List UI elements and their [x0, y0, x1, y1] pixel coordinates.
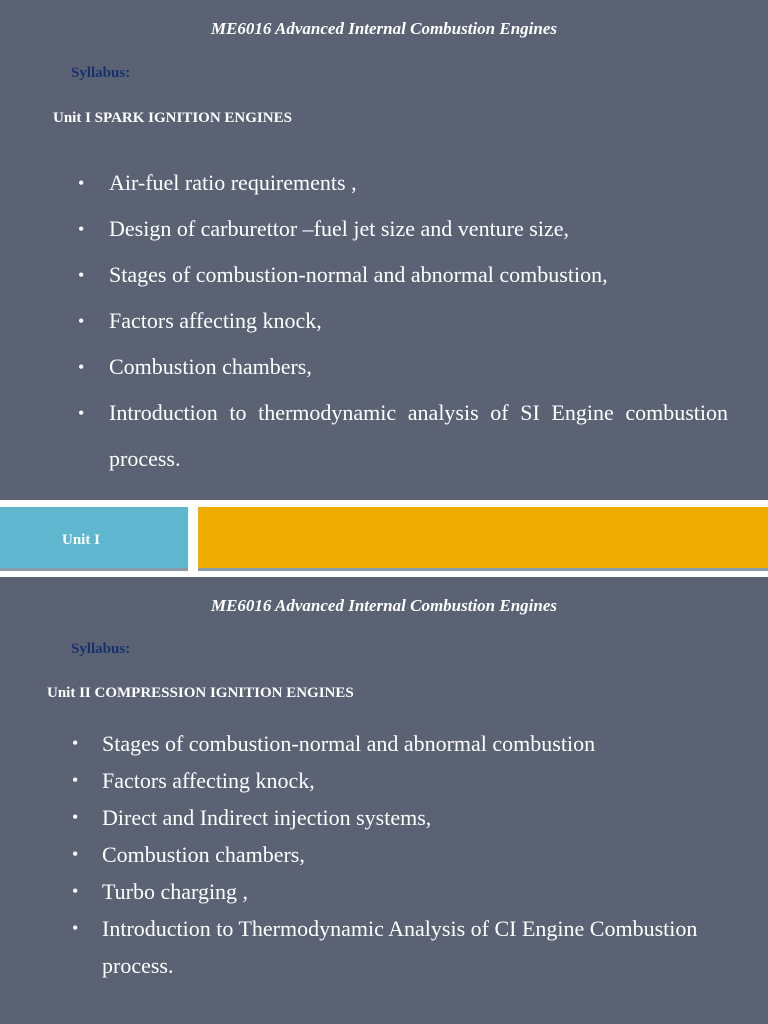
topic-text: Stages of combustion-normal and abnormal combustion, [109, 262, 608, 287]
list-item [72, 762, 712, 799]
list-item [72, 910, 712, 984]
list-item [78, 344, 728, 390]
topic-text: Factors affecting knock, [102, 768, 315, 793]
list-item [72, 836, 712, 873]
list-item [72, 725, 712, 762]
topic-text: Combustion chambers, [109, 354, 312, 379]
course-title: ME6016 Advanced Internal Combustion Engines [210, 19, 558, 38]
list-item [78, 206, 728, 252]
bullet-icon: • [72, 918, 79, 938]
topic-text: Direct and Indirect injection systems, [102, 805, 432, 830]
topic-list [78, 160, 728, 482]
bullet-icon: • [72, 881, 79, 901]
topic-text: Turbo charging , [102, 879, 249, 904]
topic-text: Introduction to Thermodynamic Analysis of CI Engine Combustion process. [102, 916, 698, 978]
footer-accent-bar [198, 507, 768, 571]
footer-unit-label: Unit I [62, 532, 100, 548]
bullet-icon: • [78, 311, 85, 331]
course-title: ME6016 Advanced Internal Combustion Engines [210, 596, 558, 615]
bullet-icon: • [78, 357, 85, 377]
topic-text: Air-fuel ratio requirements , [109, 170, 357, 195]
list-item [78, 390, 728, 482]
bullet-icon: • [78, 173, 85, 193]
bullet-icon: • [72, 733, 79, 753]
footer-unit-tab [0, 507, 188, 571]
topic-text: Stages of combustion-normal and abnormal combustion [102, 731, 596, 756]
topic-text: Combustion chambers, [102, 842, 305, 867]
slide-unit-2 [0, 577, 768, 1024]
topic-text: Introduction to thermodynamic analysis of SI Engine combustion process. [109, 400, 728, 471]
list-item [78, 160, 728, 206]
unit-heading: Unit II COMPRESSION IGNITION ENGINES [47, 685, 354, 701]
footer-bar [0, 507, 768, 571]
bullet-icon: • [78, 219, 85, 239]
bullet-icon: • [78, 403, 85, 423]
bullet-icon: • [72, 770, 79, 790]
list-item [72, 873, 712, 910]
list-item [78, 252, 728, 298]
bullet-icon: • [72, 807, 79, 827]
syllabus-label: Syllabus: [71, 641, 131, 657]
topic-text: Design of carburettor –fuel jet size and venture size, [109, 216, 569, 241]
list-item [78, 298, 728, 344]
unit-heading: Unit I SPARK IGNITION ENGINES [53, 110, 292, 126]
list-item [72, 799, 712, 836]
topic-text: Factors affecting knock, [109, 308, 322, 333]
slide-unit-1 [0, 0, 768, 500]
bullet-icon: • [72, 844, 79, 864]
bullet-icon: • [78, 265, 85, 285]
syllabus-label: Syllabus: [71, 65, 131, 81]
topic-list [72, 725, 712, 984]
